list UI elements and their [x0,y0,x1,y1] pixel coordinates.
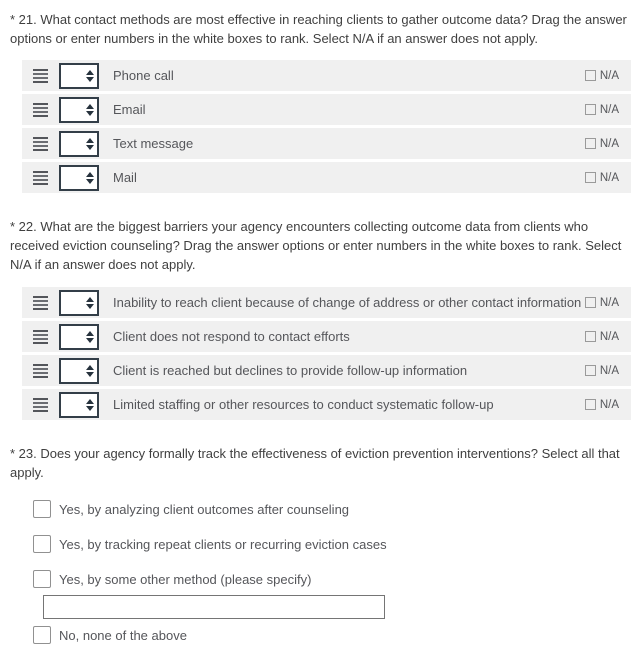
rank-row [22,128,631,159]
drag-handle-icon[interactable] [33,364,48,378]
rank-row [22,355,631,386]
checkbox-label: No, none of the above [59,627,187,643]
rank-number-box [59,324,99,350]
na-checkbox[interactable] [585,399,596,410]
na-group [585,70,619,82]
drag-handle-icon[interactable] [33,137,48,151]
checkbox[interactable] [33,570,51,588]
checkbox-option [33,500,635,518]
option-label: Email [113,102,146,117]
rank-input[interactable] [61,361,82,381]
stepper-up-down-icon[interactable] [86,104,94,116]
drag-handle-icon[interactable] [33,103,48,117]
rank-input[interactable] [61,327,82,347]
question-22 [10,217,635,420]
checkbox[interactable] [33,535,51,553]
na-group [585,297,619,309]
checkbox-label: Yes, by some other method (please specify) [59,571,312,587]
rank-row [22,162,631,193]
rank-row [22,94,631,125]
na-label: N/A [599,137,619,150]
checkbox[interactable] [33,626,51,644]
rank-input[interactable] [61,293,82,313]
stepper-up-down-icon[interactable] [86,297,94,309]
question-22-rank-list [22,287,631,420]
stepper-up-down-icon[interactable] [86,365,94,377]
option-label: Inability to reach client because of change of address or other contact information [113,295,582,310]
na-label: N/A [599,171,619,184]
rank-number-box [59,392,99,418]
stepper-up-down-icon[interactable] [86,70,94,82]
checkbox-label: Yes, by tracking repeat clients or recurring eviction cases [59,536,387,552]
na-label: N/A [599,103,619,116]
question-21-rank-list [22,60,631,193]
rank-number-box [59,165,99,191]
na-checkbox[interactable] [585,172,596,183]
na-checkbox[interactable] [585,138,596,149]
stepper-up-down-icon[interactable] [86,331,94,343]
drag-handle-icon[interactable] [33,171,48,185]
rank-input[interactable] [61,66,82,86]
question-23-text: * 23. Does your agency formally track the effectiveness of eviction prevention interventions? Select all that apply. [10,446,620,480]
drag-handle-icon[interactable] [33,398,48,412]
na-group [585,365,619,377]
na-label: N/A [599,398,619,411]
question-23-options [33,500,635,644]
question-21-text: * 21. What contact methods are most effective in reaching clients to gather outcome data? Drag the answer options or enter numbers in the white boxes to rank. Select N/A if an answer does not apply. [10,12,627,46]
na-group [585,104,619,116]
drag-handle-icon[interactable] [33,69,48,83]
rank-row [22,321,631,352]
option-label: Client does not respond to contact efforts [113,329,350,344]
question-22-text: * 22. What are the biggest barriers your agency encounters collecting outcome data from clients who received eviction counseling? Drag the answer options or enter numbers in the white boxes to rank. Select N/A if an answer does not apply. [10,219,622,272]
na-group [585,399,619,411]
drag-handle-icon[interactable] [33,330,48,344]
na-label: N/A [599,296,619,309]
na-group [585,331,619,343]
na-checkbox[interactable] [585,104,596,115]
option-label: Limited staffing or other resources to conduct systematic follow-up [113,397,494,412]
rank-number-box [59,97,99,123]
na-checkbox[interactable] [585,297,596,308]
na-label: N/A [599,364,619,377]
checkbox-option [33,626,635,644]
rank-row [22,287,631,318]
na-label: N/A [599,330,619,343]
na-checkbox[interactable] [585,331,596,342]
rank-row [22,389,631,420]
na-checkbox[interactable] [585,70,596,81]
option-label: Client is reached but declines to provide follow-up information [113,363,468,378]
stepper-up-down-icon[interactable] [86,399,94,411]
checkbox-option [33,570,635,588]
rank-input[interactable] [61,168,82,188]
rank-number-box [59,63,99,89]
na-group [585,172,619,184]
rank-number-box [59,131,99,157]
drag-handle-icon[interactable] [33,296,48,310]
checkbox-label: Yes, by analyzing client outcomes after counseling [59,501,350,517]
other-specify-input[interactable] [43,595,385,619]
stepper-up-down-icon[interactable] [86,172,94,184]
rank-input[interactable] [61,100,82,120]
stepper-up-down-icon[interactable] [86,138,94,150]
na-group [585,138,619,150]
question-23 [10,444,635,644]
option-label: Text message [113,136,194,151]
checkbox[interactable] [33,500,51,518]
rank-input[interactable] [61,395,82,415]
question-21 [10,10,635,193]
checkbox-option [33,535,635,553]
na-checkbox[interactable] [585,365,596,376]
rank-row [22,60,631,91]
option-label: Phone call [113,68,174,83]
na-label: N/A [599,69,619,82]
rank-input[interactable] [61,134,82,154]
option-label: Mail [113,170,137,185]
rank-number-box [59,358,99,384]
rank-number-box [59,290,99,316]
